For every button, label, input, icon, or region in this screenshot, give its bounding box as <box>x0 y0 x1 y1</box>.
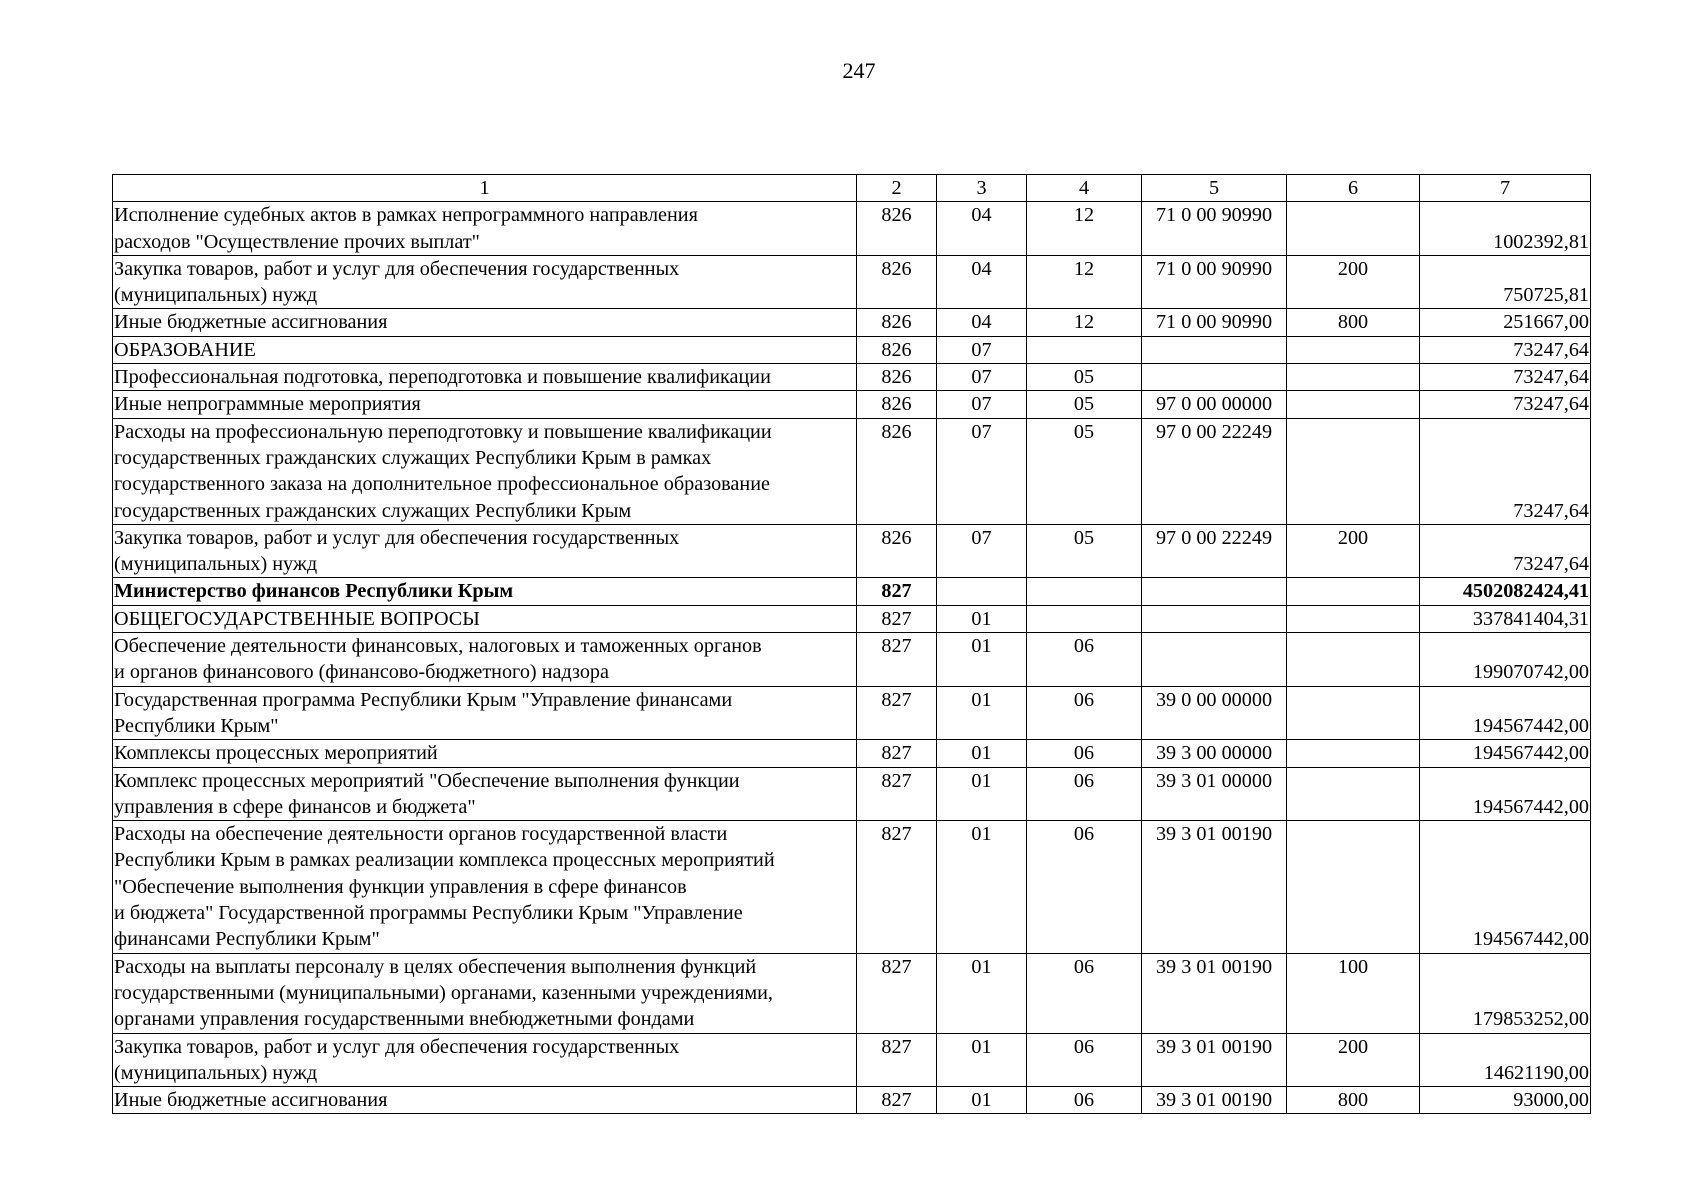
target-article-cell <box>1142 633 1287 687</box>
subsection-code-cell: 06 <box>1027 740 1142 767</box>
expense-type-cell <box>1287 821 1420 953</box>
amount-cell: 73247,64 <box>1420 364 1591 391</box>
subsection-code-cell <box>1027 605 1142 632</box>
ministry-code-cell: 826 <box>857 202 937 256</box>
target-article-cell <box>1142 578 1287 605</box>
target-article-cell <box>1142 364 1287 391</box>
target-article-cell <box>1142 605 1287 632</box>
expense-type-cell <box>1287 202 1420 256</box>
target-article-cell: 71 0 00 90990 <box>1142 202 1287 256</box>
section-code-cell: 04 <box>937 255 1027 309</box>
target-article-cell: 39 3 01 00190 <box>1142 821 1287 953</box>
target-article-cell: 39 3 01 00190 <box>1142 953 1287 1033</box>
subsection-code-cell: 06 <box>1027 821 1142 953</box>
amount-cell: 194567442,00 <box>1420 821 1591 953</box>
item-name-cell: Государственная программа Республики Крым "Управление финансами Республики Крым" <box>113 686 857 740</box>
expense-type-cell <box>1287 364 1420 391</box>
header-cell: 3 <box>937 175 1027 202</box>
expense-type-cell <box>1287 633 1420 687</box>
amount-cell: 199070742,00 <box>1420 633 1591 687</box>
expense-type-cell <box>1287 740 1420 767</box>
subsection-code-cell <box>1027 578 1142 605</box>
subsection-code-cell: 05 <box>1027 524 1142 578</box>
item-name-cell: Комплексы процессных мероприятий <box>113 740 857 767</box>
section-code-cell: 01 <box>937 633 1027 687</box>
ministry-code-cell: 827 <box>857 740 937 767</box>
expense-type-cell <box>1287 605 1420 632</box>
target-article-cell: 39 3 01 00190 <box>1142 1087 1287 1114</box>
header-cell: 2 <box>857 175 937 202</box>
table-row <box>113 255 1591 309</box>
amount-cell: 1002392,81 <box>1420 202 1591 256</box>
subsection-code-cell: 12 <box>1027 309 1142 336</box>
section-code-cell: 07 <box>937 336 1027 363</box>
section-code-cell: 01 <box>937 686 1027 740</box>
amount-cell: 73247,64 <box>1420 524 1591 578</box>
ministry-code-cell: 827 <box>857 1087 937 1114</box>
expense-type-cell <box>1287 391 1420 418</box>
section-code-cell: 07 <box>937 391 1027 418</box>
item-name-cell: ОБРАЗОВАНИЕ <box>113 336 857 363</box>
ministry-code-cell: 826 <box>857 309 937 336</box>
ministry-code-cell: 827 <box>857 605 937 632</box>
subsection-code-cell: 12 <box>1027 202 1142 256</box>
subsection-code-cell: 06 <box>1027 1087 1142 1114</box>
table-row <box>113 605 1591 632</box>
subsection-code-cell: 05 <box>1027 364 1142 391</box>
ministry-code-cell: 826 <box>857 418 937 524</box>
section-code-cell: 07 <box>937 524 1027 578</box>
item-name-cell: Иные бюджетные ассигнования <box>113 309 857 336</box>
item-name-cell: Расходы на профессиональную переподготовку и повышение квалификации государственных гражданских служащих Республики Крым в рамках государственного заказа на дополнительное профессиональное образование государственных гражданских служащих Республики Крым <box>113 418 857 524</box>
amount-cell: 337841404,31 <box>1420 605 1591 632</box>
target-article-cell: 71 0 00 90990 <box>1142 255 1287 309</box>
subsection-code-cell <box>1027 336 1142 363</box>
amount-cell: 93000,00 <box>1420 1087 1591 1114</box>
target-article-cell: 97 0 00 22249 <box>1142 418 1287 524</box>
table-row <box>113 740 1591 767</box>
section-code-cell <box>937 578 1027 605</box>
subsection-code-cell: 06 <box>1027 767 1142 821</box>
expense-type-cell <box>1287 686 1420 740</box>
expense-type-cell: 100 <box>1287 953 1420 1033</box>
section-code-cell: 04 <box>937 309 1027 336</box>
target-article-cell: 97 0 00 00000 <box>1142 391 1287 418</box>
item-name-cell: ОБЩЕГОСУДАРСТВЕННЫЕ ВОПРОСЫ <box>113 605 857 632</box>
header-cell: 5 <box>1142 175 1287 202</box>
item-name-cell: Закупка товаров, работ и услуг для обеспечения государственных (муниципальных) нужд <box>113 1033 857 1087</box>
item-name-cell: Иные бюджетные ассигнования <box>113 1087 857 1114</box>
table-row <box>113 309 1591 336</box>
section-code-cell: 01 <box>937 821 1027 953</box>
expense-type-cell: 800 <box>1287 1087 1420 1114</box>
section-code-cell: 01 <box>937 740 1027 767</box>
expense-type-cell <box>1287 418 1420 524</box>
amount-cell: 73247,64 <box>1420 418 1591 524</box>
target-article-cell: 39 3 01 00190 <box>1142 1033 1287 1087</box>
table-row <box>113 336 1591 363</box>
ministry-code-cell: 826 <box>857 391 937 418</box>
target-article-cell: 71 0 00 90990 <box>1142 309 1287 336</box>
subsection-code-cell: 05 <box>1027 391 1142 418</box>
subsection-code-cell: 06 <box>1027 686 1142 740</box>
ministry-code-cell: 827 <box>857 578 937 605</box>
ministry-code-cell: 826 <box>857 336 937 363</box>
section-code-cell: 07 <box>937 418 1027 524</box>
expense-type-cell: 200 <box>1287 1033 1420 1087</box>
table-row <box>113 767 1591 821</box>
amount-cell: 251667,00 <box>1420 309 1591 336</box>
table-row <box>113 1033 1591 1087</box>
amount-cell: 194567442,00 <box>1420 740 1591 767</box>
ministry-code-cell: 827 <box>857 821 937 953</box>
ministry-code-cell: 827 <box>857 1033 937 1087</box>
item-name-cell: Закупка товаров, работ и услуг для обеспечения государственных (муниципальных) нужд <box>113 524 857 578</box>
ministry-code-cell: 827 <box>857 767 937 821</box>
item-name-cell: Обеспечение деятельности финансовых, налоговых и таможенных органов и органов финансового (финансово-бюджетного) надзора <box>113 633 857 687</box>
section-code-cell: 01 <box>937 605 1027 632</box>
item-name-cell: Профессиональная подготовка, переподготовка и повышение квалификации <box>113 364 857 391</box>
item-name-cell: Исполнение судебных актов в рамках непрограммного направления расходов "Осуществление прочих выплат" <box>113 202 857 256</box>
ministry-code-cell: 827 <box>857 953 937 1033</box>
amount-cell: 750725,81 <box>1420 255 1591 309</box>
item-name-cell: Иные непрограммные мероприятия <box>113 391 857 418</box>
item-name-cell: Закупка товаров, работ и услуг для обеспечения государственных (муниципальных) нужд <box>113 255 857 309</box>
table-row <box>113 686 1591 740</box>
amount-cell: 179853252,00 <box>1420 953 1591 1033</box>
subsection-code-cell: 06 <box>1027 633 1142 687</box>
amount-cell: 14621190,00 <box>1420 1033 1591 1087</box>
table-header-row <box>113 175 1591 202</box>
target-article-cell: 97 0 00 22249 <box>1142 524 1287 578</box>
header-cell: 1 <box>113 175 857 202</box>
target-article-cell: 39 3 01 00000 <box>1142 767 1287 821</box>
amount-cell: 4502082424,41 <box>1420 578 1591 605</box>
section-code-cell: 07 <box>937 364 1027 391</box>
table-row <box>113 953 1591 1033</box>
section-code-cell: 01 <box>937 1087 1027 1114</box>
table-row <box>113 578 1591 605</box>
ministry-code-cell: 826 <box>857 364 937 391</box>
table-row <box>113 821 1591 953</box>
item-name-cell: Министерство финансов Республики Крым <box>113 578 857 605</box>
table-row <box>113 418 1591 524</box>
table-row <box>113 391 1591 418</box>
table-row <box>113 202 1591 256</box>
section-code-cell: 04 <box>937 202 1027 256</box>
expense-type-cell <box>1287 336 1420 363</box>
target-article-cell <box>1142 336 1287 363</box>
item-name-cell: Расходы на обеспечение деятельности органов государственной власти Республики Крым в рамках реализации комплекса процессных мероприятий "Обеспечение выполнения функции управления в сфере финансов и бюджета" Государственной программы Республики Крым "Управление финансами Республики Крым" <box>113 821 857 953</box>
subsection-code-cell: 06 <box>1027 953 1142 1033</box>
expense-type-cell: 800 <box>1287 309 1420 336</box>
header-cell: 7 <box>1420 175 1591 202</box>
table-row <box>113 633 1591 687</box>
item-name-cell: Комплекс процессных мероприятий "Обеспечение выполнения функции управления в сфере финансов и бюджета" <box>113 767 857 821</box>
section-code-cell: 01 <box>937 953 1027 1033</box>
amount-cell: 194567442,00 <box>1420 767 1591 821</box>
expense-type-cell: 200 <box>1287 255 1420 309</box>
target-article-cell: 39 0 00 00000 <box>1142 686 1287 740</box>
ministry-code-cell: 826 <box>857 255 937 309</box>
budget-table <box>112 174 1591 1114</box>
subsection-code-cell: 05 <box>1027 418 1142 524</box>
amount-cell: 194567442,00 <box>1420 686 1591 740</box>
expense-type-cell <box>1287 578 1420 605</box>
amount-cell: 73247,64 <box>1420 391 1591 418</box>
page-number: 247 <box>842 58 876 83</box>
section-code-cell: 01 <box>937 1033 1027 1087</box>
ministry-code-cell: 827 <box>857 633 937 687</box>
header-cell: 4 <box>1027 175 1142 202</box>
expense-type-cell <box>1287 767 1420 821</box>
table-row <box>113 1087 1591 1114</box>
table-row <box>113 364 1591 391</box>
item-name-cell: Расходы на выплаты персоналу в целях обеспечения выполнения функций государственными (муниципальными) органами, казенными учреждениями, органами управления государственными внебюджетными фондами <box>113 953 857 1033</box>
subsection-code-cell: 12 <box>1027 255 1142 309</box>
ministry-code-cell: 826 <box>857 524 937 578</box>
table-row <box>113 524 1591 578</box>
subsection-code-cell: 06 <box>1027 1033 1142 1087</box>
target-article-cell: 39 3 00 00000 <box>1142 740 1287 767</box>
header-cell: 6 <box>1287 175 1420 202</box>
ministry-code-cell: 827 <box>857 686 937 740</box>
amount-cell: 73247,64 <box>1420 336 1591 363</box>
section-code-cell: 01 <box>937 767 1027 821</box>
expense-type-cell: 200 <box>1287 524 1420 578</box>
